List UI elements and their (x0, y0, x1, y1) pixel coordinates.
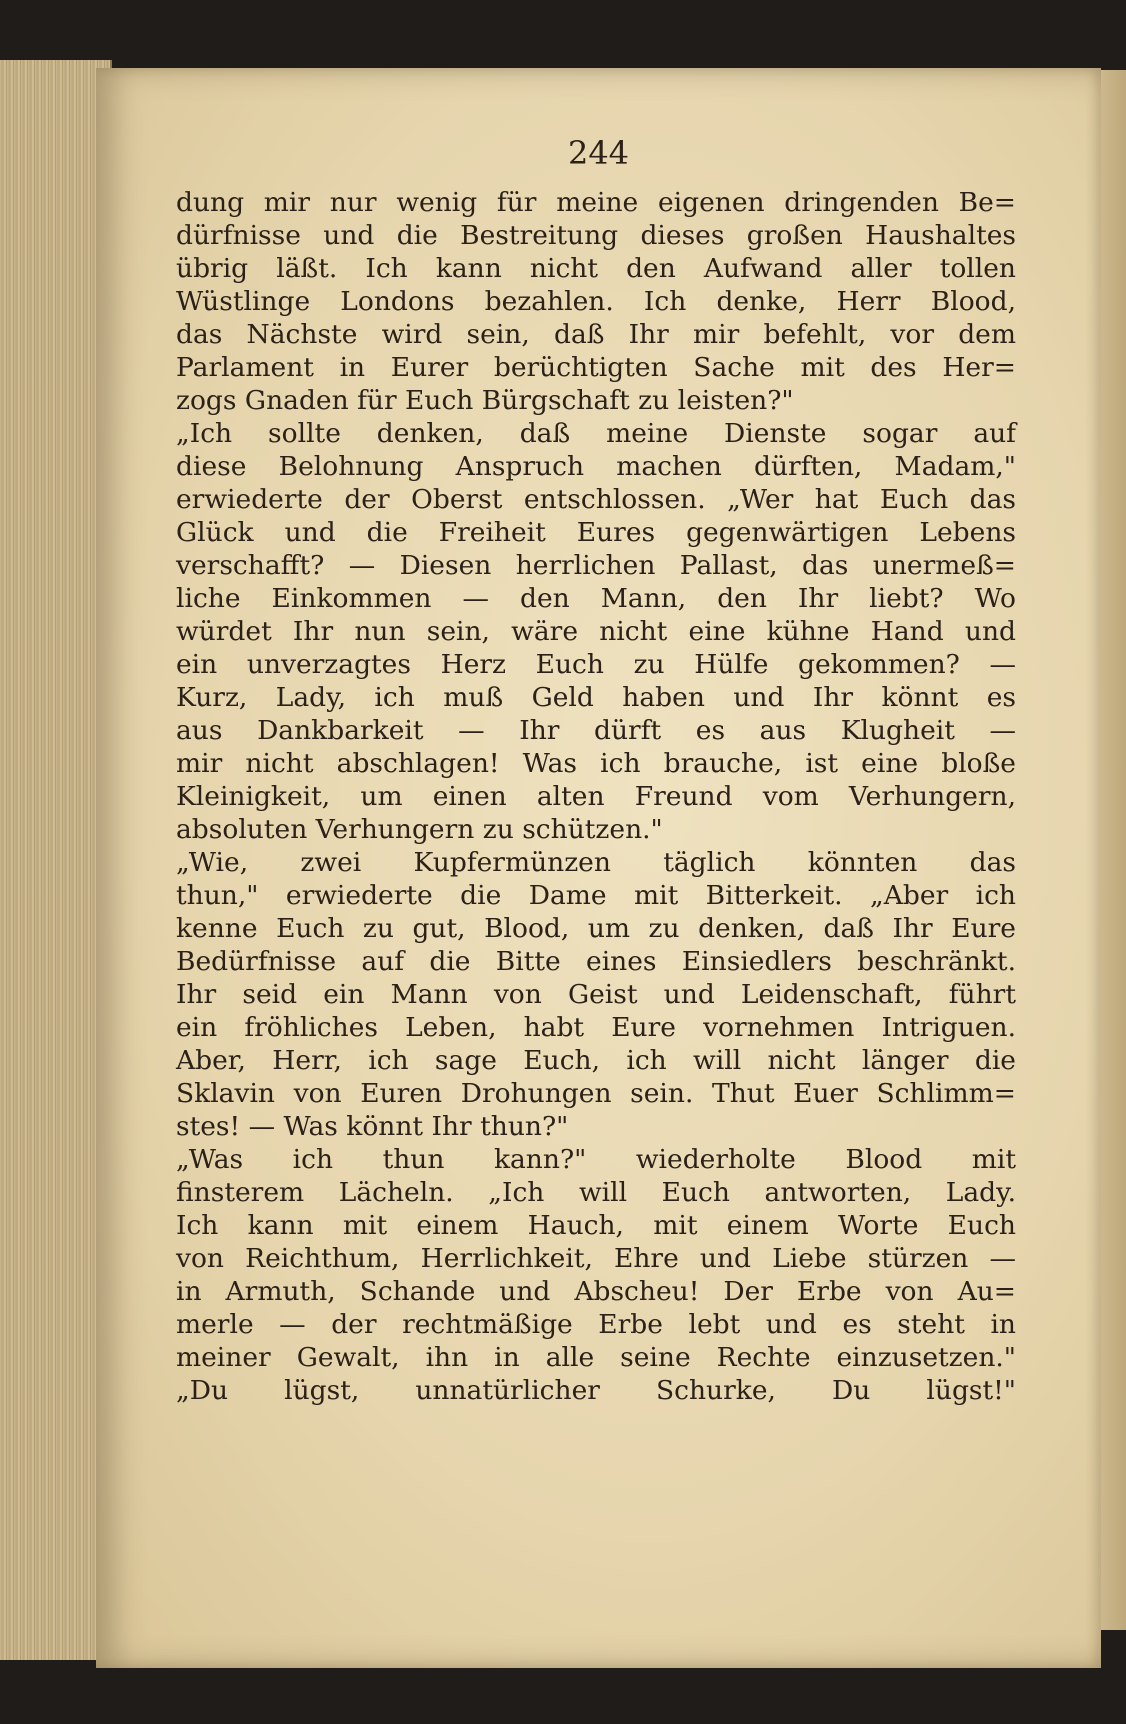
text-line: Parlament in Eurer berüchtigten Sache mit des Her= (176, 352, 1016, 383)
text-line: übrig läßt. Ich kann nicht den Aufwand aller tollen (176, 253, 1016, 284)
text-line: diese Belohnung Anspruch machen dürften, Madam," (176, 451, 1016, 482)
text-line: „Wie, zwei Kupfermünzen täglich könnten das (176, 847, 1016, 878)
text-line: „Du lügst, unnatürlicher Schurke, Du lügst!" (176, 1375, 1016, 1406)
text-line: meiner Gewalt, ihn in alle seine Rechte einzusetzen." (176, 1342, 1016, 1373)
text-line: ein unverzagtes Herz Euch zu Hülfe gekommen? — (176, 649, 1016, 680)
text-line: Glück und die Freiheit Eures gegenwärtigen Lebens (176, 517, 1016, 548)
text-line: finsterem Lächeln. „Ich will Euch antworten, Lady. (176, 1177, 1016, 1208)
text-line: aus Dankbarkeit — Ihr dürft es aus Klugheit — (176, 715, 1016, 746)
text-line: Kleinigkeit, um einen alten Freund vom Verhungern, (176, 781, 1016, 812)
text-line: „Was ich thun kann?" wiederholte Blood mit (176, 1144, 1016, 1175)
text-line: ein fröhliches Leben, habt Eure vornehmen Intriguen. (176, 1012, 1016, 1043)
book-page (96, 68, 1101, 1668)
text-line: dung mir nur wenig für meine eigenen dringenden Be= (176, 187, 1016, 218)
text-line: „Ich sollte denken, daß meine Dienste sogar auf (176, 418, 1016, 449)
text-line: Ihr seid ein Mann von Geist und Leidenschaft, führt (176, 979, 1016, 1010)
text-line: merle — der rechtmäßige Erbe lebt und es steht in (176, 1309, 1016, 1340)
text-line: erwiederte der Oberst entschlossen. „Wer hat Euch das (176, 484, 1016, 515)
text-line: Sklavin von Euren Drohungen sein. Thut Euer Schlimm= (176, 1078, 1016, 1109)
text-line: Ich kann mit einem Hauch, mit einem Worte Euch (176, 1210, 1016, 1241)
body-text (176, 186, 1016, 1407)
text-line: absoluten Verhungern zu schützen." (176, 814, 663, 845)
text-line: zogs Gnaden für Euch Bürgschaft zu leisten?" (176, 385, 794, 416)
text-line: Wüstlinge Londons bezahlen. Ich denke, Herr Blood, (176, 286, 1016, 317)
page-number: 244 (567, 134, 630, 172)
text-line: das Nächste wird sein, daß Ihr mir befehlt, vor dem (176, 319, 1016, 350)
text-line: mir nicht abschlagen! Was ich brauche, ist eine bloße (176, 748, 1016, 779)
text-line: dürfnisse und die Bestreitung dieses großen Haushaltes (176, 220, 1016, 251)
text-line: thun," erwiederte die Dame mit Bitterkeit. „Aber ich (176, 880, 1016, 911)
page-edge-right (1101, 70, 1126, 1630)
text-line: Aber, Herr, ich sage Euch, ich will nicht länger die (176, 1045, 1016, 1076)
text-line: Bedürfnisse auf die Bitte eines Einsiedlers beschränkt. (176, 946, 1016, 977)
text-line: liche Einkommen — den Mann, den Ihr liebt? Wo (176, 583, 1016, 614)
text-line: in Armuth, Schande und Abscheu! Der Erbe von Au= (176, 1276, 1016, 1307)
text-line: von Reichthum, Herrlichkeit, Ehre und Liebe stürzen — (176, 1243, 1016, 1274)
text-line: Kurz, Lady, ich muß Geld haben und Ihr könnt es (176, 682, 1016, 713)
text-line: kenne Euch zu gut, Blood, um zu denken, daß Ihr Eure (176, 913, 1016, 944)
text-line: stes! — Was könnt Ihr thun?" (176, 1111, 569, 1142)
text-line: würdet Ihr nun sein, wäre nicht eine kühne Hand und (176, 616, 1016, 647)
text-line: verschafft? — Diesen herrlichen Pallast, das unermeß= (176, 550, 1016, 581)
